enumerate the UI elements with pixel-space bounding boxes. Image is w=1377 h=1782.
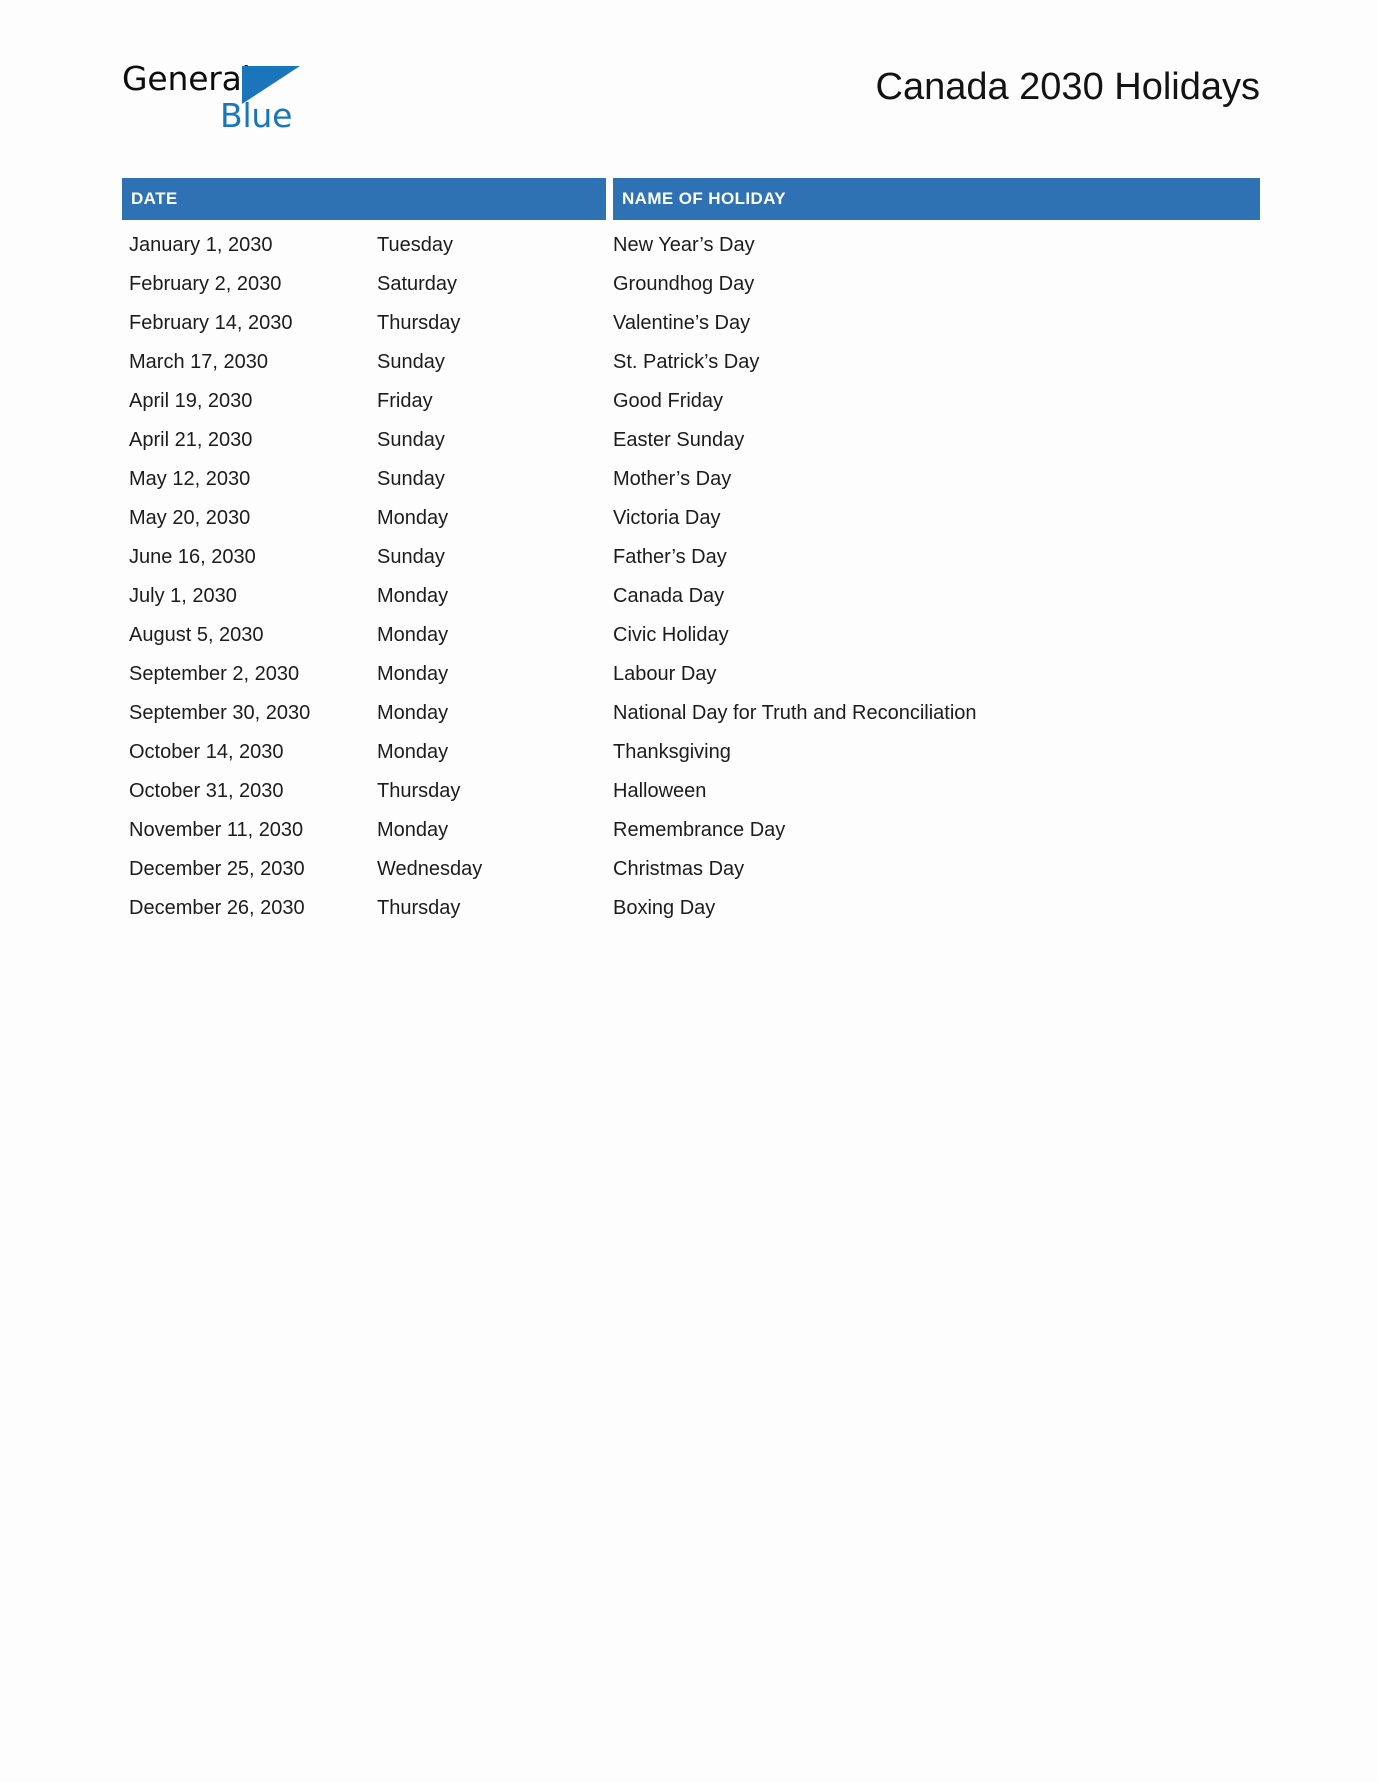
table-row [122,616,1260,655]
holiday-table [122,178,1260,928]
cell-date: January 1, 2030 [129,234,273,256]
cell-holiday-name: Thanksgiving [613,741,731,763]
cell-holiday-name: Canada Day [613,585,725,607]
cell-day-of-week: Monday [377,741,449,763]
table-row [122,889,1260,928]
table-row [122,343,1260,382]
cell-date: October 14, 2030 [129,741,284,763]
page-header [122,52,1260,134]
table-row [122,538,1260,577]
table-row [122,850,1260,889]
cell-date: June 16, 2030 [129,546,256,568]
table-row [122,811,1260,850]
cell-day-of-week: Monday [377,624,449,646]
table-row [122,421,1260,460]
table-row [122,733,1260,772]
cell-day-of-week: Friday [377,390,433,412]
cell-holiday-name: St. Patrick’s Day [613,351,760,373]
cell-date: February 2, 2030 [129,273,282,295]
cell-holiday-name: National Day for Truth and Reconciliation [613,702,977,724]
table-row [122,577,1260,616]
cell-date: July 1, 2030 [129,585,237,607]
table-row [122,772,1260,811]
table-row [122,655,1260,694]
cell-date: May 20, 2030 [129,507,251,529]
cell-holiday-name: Mother’s Day [613,468,732,490]
cell-day-of-week: Monday [377,585,449,607]
cell-day-of-week: Monday [377,507,449,529]
cell-date: May 12, 2030 [129,468,251,490]
cell-day-of-week: Wednesday [377,858,483,880]
column-header-date: DATE [122,178,606,220]
cell-holiday-name: New Year’s Day [613,234,755,256]
cell-day-of-week: Sunday [377,468,445,490]
cell-date: September 2, 2030 [129,663,300,685]
cell-date: March 17, 2030 [129,351,268,373]
cell-day-of-week: Thursday [377,312,461,334]
cell-holiday-name: Civic Holiday [613,624,729,646]
table-row [122,226,1260,265]
cell-day-of-week: Tuesday [377,234,453,256]
cell-date: February 14, 2030 [129,312,293,334]
cell-holiday-name: Remembrance Day [613,819,786,841]
table-row [122,499,1260,538]
cell-date: December 25, 2030 [129,858,305,880]
cell-date: December 26, 2030 [129,897,305,919]
cell-day-of-week: Monday [377,702,449,724]
column-header-name-of-holiday: NAME OF HOLIDAY [613,178,1260,220]
table-row [122,304,1260,343]
general-blue-logo [122,52,312,135]
cell-day-of-week: Sunday [377,429,445,451]
table-header-row [122,178,1260,220]
page-title: Canada 2030 Holidays [875,66,1260,108]
table-row [122,694,1260,733]
cell-holiday-name: Valentine’s Day [613,312,751,334]
cell-holiday-name: Boxing Day [613,897,716,919]
cell-holiday-name: Halloween [613,780,707,802]
cell-day-of-week: Thursday [377,780,461,802]
cell-date: April 21, 2030 [129,429,253,451]
cell-holiday-name: Easter Sunday [613,429,745,451]
table-row [122,460,1260,499]
cell-holiday-name: Good Friday [613,390,724,412]
cell-holiday-name: Victoria Day [613,507,721,529]
cell-day-of-week: Monday [377,819,449,841]
table-row [122,265,1260,304]
logo-text-blue: Blue [220,96,293,135]
cell-day-of-week: Thursday [377,897,461,919]
cell-day-of-week: Sunday [377,546,445,568]
cell-date: November 11, 2030 [129,819,304,841]
cell-holiday-name: Christmas Day [613,858,745,880]
logo-text-general: General [122,59,251,98]
cell-day-of-week: Sunday [377,351,445,373]
cell-date: August 5, 2030 [129,624,264,646]
cell-date: September 30, 2030 [129,702,311,724]
cell-date: October 31, 2030 [129,780,284,802]
table-body [122,220,1260,928]
cell-holiday-name: Labour Day [613,663,717,685]
cell-day-of-week: Monday [377,663,449,685]
cell-holiday-name: Groundhog Day [613,273,755,295]
cell-holiday-name: Father’s Day [613,546,727,568]
table-row [122,382,1260,421]
cell-day-of-week: Saturday [377,273,458,295]
cell-date: April 19, 2030 [129,390,253,412]
